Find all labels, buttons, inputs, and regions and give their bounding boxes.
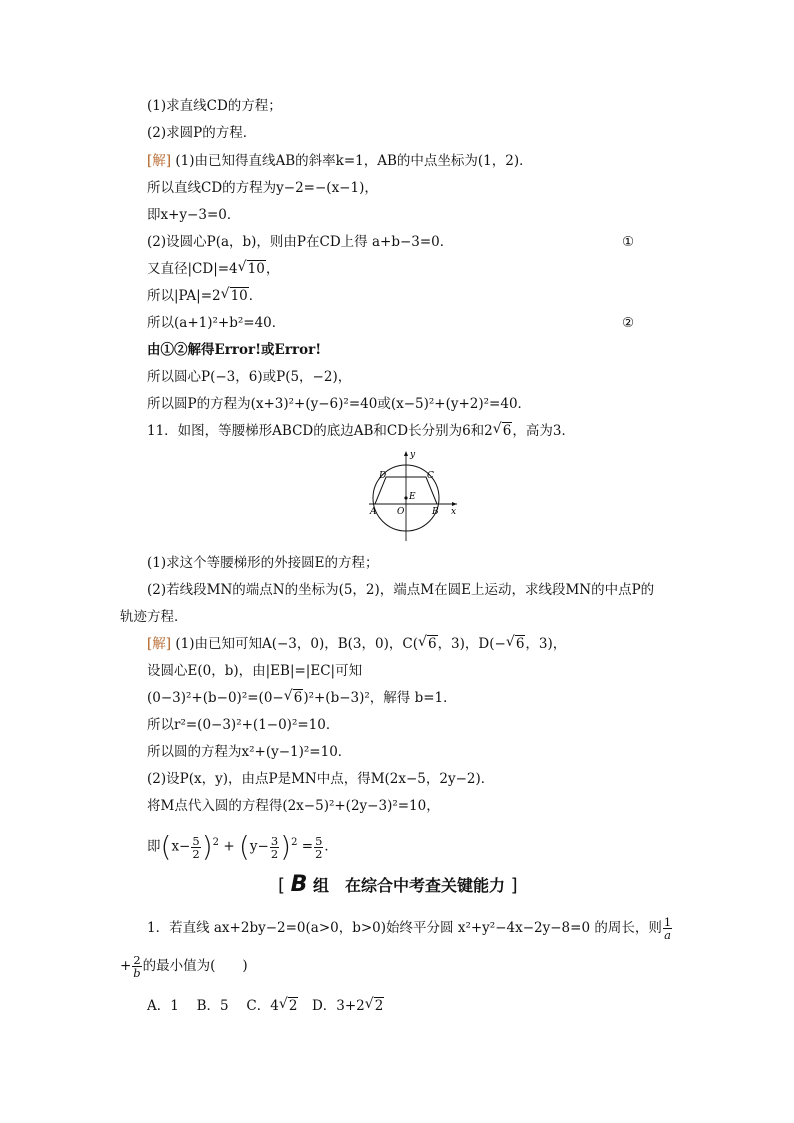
eq-y-term: y− [249, 838, 269, 855]
line-16: 轨迹方程． [120, 609, 188, 625]
eq-square: 2 [212, 837, 220, 848]
line-7-post: ， [265, 261, 280, 277]
line-7-pre: 又直径|CD|=4 [147, 261, 238, 277]
line-1: (1)求直线CD的方程； [147, 98, 282, 114]
line-6: (2)设圆心P(a，b)，则由P在CD上得 a+b−3=0． [147, 234, 454, 250]
sqrt-6: √ 6 [284, 688, 304, 708]
circled-two-mark: ② [622, 315, 635, 331]
header-bracket-right: ] [510, 875, 518, 896]
line-22: (2)设P(x，y)，由点P是MN中点，得M(2x−5，2y−2)． [147, 771, 495, 787]
solution-tag: [解] [147, 636, 172, 652]
eq-end: ． [324, 838, 338, 855]
line-5: 即x+y−3=0． [147, 207, 241, 223]
q1-plus: + [120, 958, 132, 974]
line-15: (2)若线段MN的端点N的坐标为(5，2)，端点M在圆E上运动，求线段MN的中点P的 [147, 582, 655, 598]
line-3-text: (1)由已知得直线AB的斜率k=1，AB的中点坐标为(1，2)． [175, 153, 533, 169]
y-axis-arrow [404, 451, 408, 456]
line-17-c: ，3)， [525, 636, 567, 652]
question-1-cont [120, 952, 248, 980]
line-3 [147, 151, 533, 171]
fraction-2-b: $\frac{2}{b}$ [133, 953, 141, 980]
eq-prefix: 即 [147, 838, 161, 855]
sqrt-2: √ 2 [279, 996, 299, 1016]
label-a: A [370, 507, 377, 517]
line-11: 所以圆心P(−3，6)或P(5，−2)， [147, 369, 352, 385]
header-b-letter: B [290, 872, 308, 897]
header-title: 组 在综合中考查关键能力 [312, 876, 505, 895]
label-c: C [427, 471, 434, 481]
circled-one-mark: ① [622, 234, 635, 250]
header-bracket-left: [ [278, 875, 286, 896]
sqrt-10: √ 10 [221, 286, 249, 306]
label-e: E [409, 492, 416, 502]
label-b: B [432, 507, 439, 517]
line-14: (1)求这个等腰梯形的外接圆E的方程； [147, 555, 379, 571]
line-17-b: ，3)，D(− [437, 636, 506, 652]
problem-11-pre: 11．如图，等腰梯形ABCD的底边AB和CD长分别为6和2 [147, 423, 493, 439]
eq-plus: + [223, 838, 235, 855]
line-24-equation: 即(x− $\frac{5}{2}$ )$^2$ + (y− $\frac{3}{2}$ )$^2$ = $\frac{5}{2}$ ． [147, 830, 338, 863]
label-o: O [397, 507, 405, 517]
line-7 [147, 259, 279, 279]
line-9: 所以(a+1)²+b²=40． [147, 315, 286, 331]
line-2: (2)求圆P的方程． [147, 125, 257, 141]
question-1-text: 1．若直线 ax+2by−2=0(a>0，b>0)始终平分圆 x²+y²−4x−2y−8=0 的周长，则 [147, 920, 662, 936]
solution-tag: [解] [147, 153, 172, 169]
eq-x-term: x− [171, 838, 191, 855]
line-17 [147, 634, 566, 654]
label-x: x [451, 507, 457, 517]
problem-11-post: ，高为3． [512, 423, 575, 439]
line-17-a: (1)由已知可知A(−3，0)，B(3，0)，C( [175, 636, 418, 652]
fraction-1-a: $\frac{1}{a}$ [663, 915, 672, 942]
line-23: 将M点代入圆的方程得(2x−5)²+(2y−3)²=10， [147, 798, 440, 814]
line-12: 所以圆P的方程为(x+3)²+(y−6)²=40或(x−5)²+(y+2)²=40． [147, 396, 532, 412]
line-21: 所以圆的方程为x²+(y−1)²=10． [147, 744, 352, 760]
line-8-pre: 所以|PA|=2 [147, 288, 221, 304]
line-18: 设圆心E(0，b)，由|EB|=|EC|可知 [147, 663, 363, 679]
fraction-5-2: $\frac{5}{2}$ [192, 833, 200, 861]
line-20: 所以r²=(0−3)²+(1−0)²=10． [147, 717, 340, 733]
answer-options [147, 996, 384, 1016]
option-d: D．3+2 [298, 998, 365, 1014]
fraction-3-2: $\frac{3}{2}$ [270, 833, 279, 861]
question-1 [147, 914, 673, 942]
line-4: 所以直线CD的方程为y−2=−(x−1)， [147, 180, 378, 196]
q1-cont-text: 的最小值为( ) [142, 958, 248, 974]
line-10: 由①②解得Error!或Error! [147, 342, 322, 358]
line-19-b: )²+(b−3)²，解得 b=1． [303, 690, 457, 706]
sqrt-10: √ 10 [238, 259, 266, 279]
sqrt-6: √ 6 [493, 421, 513, 441]
section-header [278, 872, 518, 897]
label-y: y [410, 450, 416, 460]
point-e [404, 496, 407, 499]
sqrt-6: √ 6 [506, 634, 526, 654]
problem-11 [147, 421, 575, 441]
x-axis-arrow [452, 502, 457, 506]
options-abc: A．1 B．5 C．4 [147, 998, 279, 1014]
line-19-a: (0−3)²+(b−0)²=(0− [147, 690, 284, 706]
sqrt-6: √ 6 [418, 634, 438, 654]
eq-equals: = [301, 838, 314, 855]
line-19 [147, 688, 457, 708]
label-d: D [379, 471, 387, 481]
sqrt-2: √ 2 [365, 996, 385, 1016]
line-8-post: ． [248, 288, 263, 304]
line-8 [147, 286, 262, 306]
fraction-5-2: $\frac{5}{2}$ [315, 833, 323, 861]
trapezoid-circle-figure [365, 448, 465, 544]
eq-square: 2 [291, 837, 298, 848]
